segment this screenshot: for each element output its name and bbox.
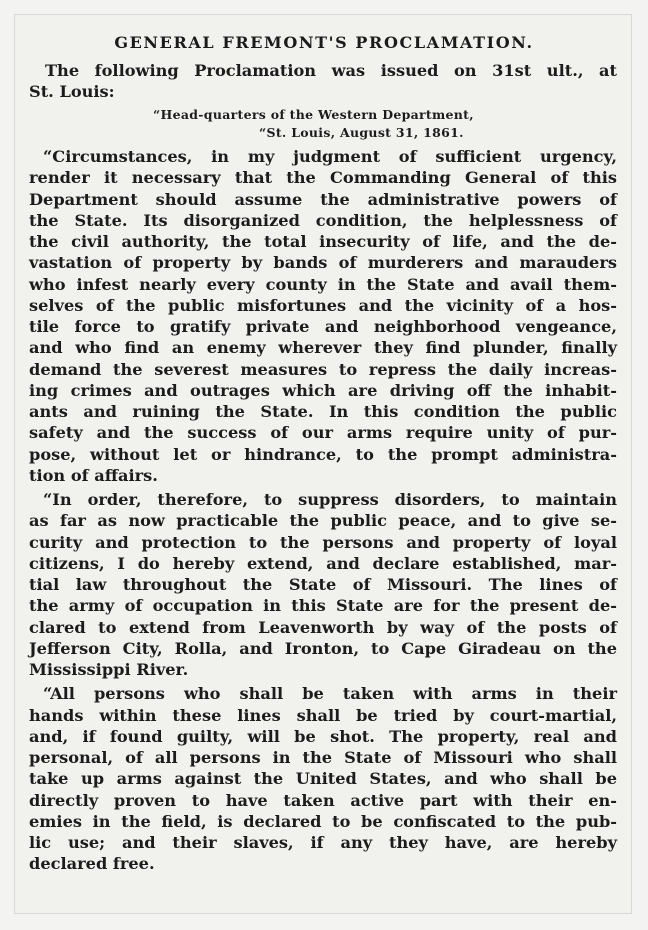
paragraph-line: tial law throughout the State of Missouri. The lines of: [29, 575, 617, 594]
intro-line: The following Proclamation was issued on 31st ult., at: [45, 61, 617, 80]
paragraph-line: tion of affairs.: [29, 465, 158, 485]
paragraph-line: directly proven to have taken active part with their en-: [29, 790, 617, 810]
paragraph-line: lic use; and their slaves, if any they have, are hereby: [29, 833, 617, 852]
paragraph-line: as far as now practicable the public peace, and to give se-: [29, 511, 617, 531]
paragraph-line: personal, of all persons in the State of Missouri who shall: [29, 748, 617, 767]
paragraph-line: and who find an enemy wherever they find plunder, finally: [29, 338, 617, 358]
paragraph-line: pose, without let or hindrance, to the prompt administra-: [29, 444, 617, 464]
dateline-line: “Head-quarters of the Western Department,: [153, 107, 474, 122]
paragraph-line: “All persons who shall be taken with arms in their: [43, 684, 617, 704]
newspaper-clipping: [14, 14, 632, 914]
paragraph-line: the State. Its disorganized condition, the helplessness of: [29, 210, 617, 230]
paragraph-line: hands within these lines shall be tried by court-martial,: [29, 705, 617, 725]
dateline-line: “St. Louis, August 31, 1861.: [259, 125, 464, 140]
paragraph-line: and, if found guilty, will be shot. The property, real and: [29, 726, 617, 746]
paragraph-line: emies in the field, is declared to be confiscated to the pub-: [29, 811, 617, 831]
intro-line: St. Louis:: [29, 82, 115, 102]
paragraph-line: the civil authority, the total insecurity of life, and the de-: [29, 232, 617, 251]
paragraph-line: selves of the public misfortunes and the vicinity of a hos-: [29, 295, 617, 315]
paragraph-line: Mississippi River.: [29, 660, 189, 679]
paragraph-line: “Circumstances, in my judgment of sufficient urgency,: [43, 147, 617, 166]
paragraph-line: the army of occupation in this State are for the present de-: [29, 596, 617, 616]
paragraph-line: render it necessary that the Commanding General of this: [29, 168, 617, 188]
paragraph-line: demand the severest measures to repress the daily increas-: [29, 359, 617, 379]
paragraph-line: declared free.: [29, 854, 155, 874]
paragraph-line: safety and the success of our arms require unity of pur-: [29, 423, 617, 443]
paragraph-line: curity and protection to the persons and property of loyal: [29, 532, 617, 552]
paragraph-line: tile force to gratify private and neighborhood vengeance,: [29, 317, 617, 336]
paragraph-line: ants and ruining the State. In this condition the public: [29, 402, 617, 421]
paragraph-line: ing crimes and outrages which are driving off the inhabit-: [29, 380, 617, 400]
paragraph-line: Department should assume the administrative powers of: [29, 189, 617, 209]
paragraph-line: vastation of property by bands of murderers and marauders: [29, 253, 617, 273]
paragraph-line: “In order, therefore, to suppress disorders, to maintain: [43, 490, 617, 509]
headline: GENERAL FREMONT'S PROCLAMATION.: [114, 33, 534, 52]
paragraph-line: who infest nearly every county in the State and avail them-: [29, 274, 617, 294]
paragraph-line: take up arms against the United States, and who shall be: [29, 769, 617, 789]
paragraph-line: clared to extend from Leavenworth by way of the posts of: [29, 617, 617, 637]
paragraph-line: Jefferson City, Rolla, and Ironton, to Cape Giradeau on the: [29, 638, 617, 658]
paragraph-line: citizens, I do hereby extend, and declare established, mar-: [29, 553, 617, 573]
